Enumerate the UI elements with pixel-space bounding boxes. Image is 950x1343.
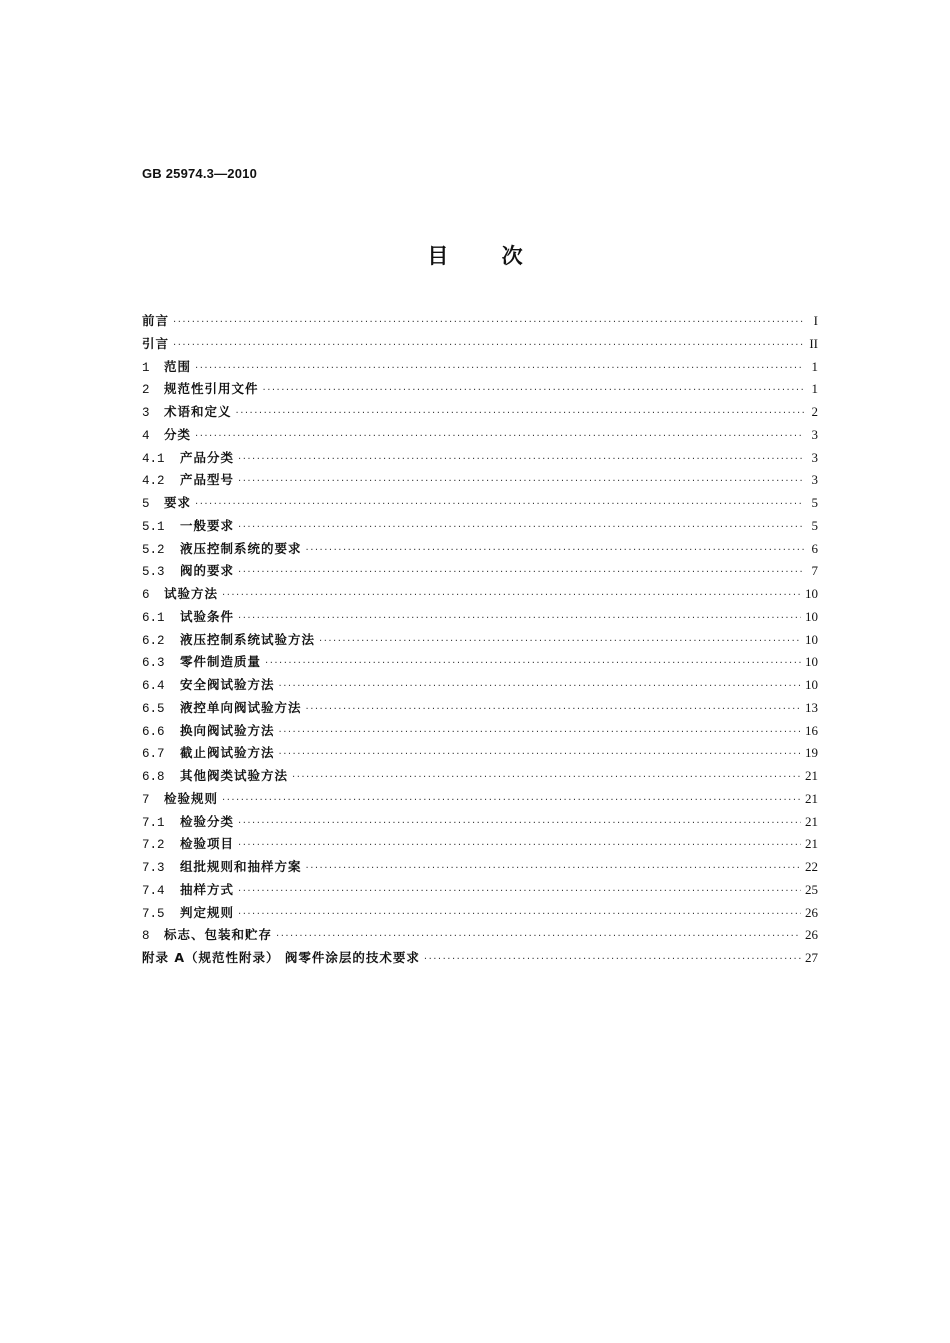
toc-entry-page: 10 [805, 608, 818, 624]
toc-entry-number: 6.1 [142, 610, 165, 625]
toc-entry-page: 13 [805, 699, 818, 715]
toc-entry-page: 27 [805, 950, 818, 965]
toc-entry-page: 3 [811, 472, 818, 488]
toc-entry-page: 10 [805, 677, 818, 692]
toc-dot-leader [424, 949, 801, 972]
toc-dot-leader [222, 790, 801, 813]
toc-dot-leader [306, 858, 801, 881]
toc-entry-page: 3 [811, 426, 818, 442]
toc-entry-title: 组批规则和抽样方案 [180, 859, 302, 874]
toc-entry-page: 1 [811, 381, 818, 397]
toc-entry-title: 分类 [164, 426, 192, 442]
toc-entry-title: 标志、包装和贮存 [164, 927, 273, 943]
toc-entry-number: 4.2 [142, 474, 165, 489]
toc-entry-number: 6.6 [142, 724, 165, 739]
toc-dot-leader [173, 312, 804, 335]
toc-entry[interactable] [142, 674, 818, 697]
toc-entry-title: 其他阀类试验方法 [180, 768, 289, 783]
toc-entry-title: 液控单向阀试验方法 [180, 699, 302, 715]
toc-entry[interactable] [142, 356, 818, 379]
toc-entry-number: 6 [142, 588, 150, 602]
toc-entry-title: 判定规则 [180, 904, 235, 920]
toc-entry-title: 范围 [164, 358, 192, 374]
toc-entry-title: 零件制造质量 [180, 654, 262, 670]
toc-entry-title: 试验方法 [164, 586, 219, 601]
toc-entry-page: I [813, 313, 818, 328]
toc-dot-leader [173, 335, 804, 358]
toc-entry-title: 检验规则 [164, 790, 219, 806]
toc-dot-leader [306, 540, 804, 563]
toc-entry[interactable] [142, 833, 818, 856]
toc-entry-number: 4.1 [142, 451, 165, 466]
toc-entry-number: 4 [142, 428, 150, 443]
toc-entry-number: 6.5 [142, 701, 165, 716]
toc-entry-page: 6 [811, 540, 818, 556]
toc-entry-title: 引言 [142, 335, 170, 351]
toc-entry-title: 检验分类 [180, 813, 235, 829]
toc-entry-number: 7.4 [142, 883, 165, 898]
toc-dot-leader [236, 403, 804, 426]
toc-entry[interactable] [142, 856, 818, 879]
toc-dot-leader [292, 767, 801, 790]
toc-entry-page: 21 [805, 836, 818, 852]
toc-entry-number: 5.1 [142, 519, 165, 534]
toc-entry-page: 5 [811, 517, 818, 533]
toc-entry[interactable] [142, 765, 818, 788]
toc-entry-title: 产品分类 [180, 449, 235, 465]
toc-dot-leader [195, 494, 804, 517]
standard-number: GB 25974.3—2010 [142, 166, 258, 181]
toc-entry[interactable] [142, 924, 818, 947]
toc-entry[interactable] [142, 742, 818, 765]
toc-entry-number: 5.2 [142, 542, 165, 557]
toc-entry-page: 3 [811, 449, 818, 465]
toc-dot-leader [263, 380, 804, 403]
toc-entry[interactable] [142, 378, 818, 401]
toc-entry[interactable] [142, 424, 818, 447]
toc-entry-page: 22 [805, 859, 818, 874]
toc-entry[interactable] [142, 651, 818, 674]
toc-entry-number: 7.3 [142, 861, 165, 875]
toc-entry[interactable] [142, 583, 818, 606]
toc-dot-leader [238, 517, 804, 540]
toc-entry[interactable] [142, 902, 818, 925]
toc-entry-title: 规范性引用文件 [164, 381, 259, 397]
toc-entry[interactable] [142, 538, 818, 561]
toc-entry[interactable] [142, 788, 818, 811]
toc-entry-title: 液压控制系统的要求 [180, 540, 302, 556]
toc-entry-number: 6.4 [142, 679, 165, 693]
toc-entry[interactable] [142, 720, 818, 743]
toc-entry-page: 26 [805, 927, 818, 943]
toc-entry[interactable] [142, 492, 818, 515]
toc-entry[interactable] [142, 515, 818, 538]
toc-entry-page: 16 [805, 722, 818, 738]
toc-entry-page: 10 [805, 631, 818, 647]
toc-entry-title: 换向阀试验方法 [180, 722, 275, 738]
toc-entry[interactable] [142, 447, 818, 470]
toc-dot-leader [238, 813, 801, 836]
toc-dot-leader [238, 881, 801, 904]
toc-dot-leader [238, 562, 804, 585]
toc-entry[interactable] [142, 310, 818, 333]
toc-dot-leader [238, 904, 801, 927]
toc-entry-title: 要求 [164, 495, 192, 510]
toc-entry-title: 安全阀试验方法 [180, 677, 275, 692]
toc-entry-page: II [809, 335, 818, 351]
toc-entry-title: 试验条件 [180, 608, 235, 624]
toc-entry-number: 1 [142, 360, 150, 375]
toc-entry[interactable] [142, 947, 818, 970]
toc-entry[interactable] [142, 879, 818, 902]
toc-entry-page: 5 [811, 495, 818, 510]
toc-entry-page: 1 [811, 358, 818, 374]
toc-entry[interactable] [142, 560, 818, 583]
toc-entry-number: 8 [142, 929, 150, 944]
toc-entry-number: 7.2 [142, 838, 165, 853]
toc-entry-page: 19 [805, 745, 818, 761]
toc-entry-title: 检验项目 [180, 836, 235, 852]
toc-dot-leader [195, 426, 804, 449]
toc-entry-title: 产品型号 [180, 472, 235, 488]
toc-entry-page: 10 [805, 654, 818, 670]
toc-dot-leader [195, 358, 804, 381]
toc-entry[interactable] [142, 811, 818, 834]
toc-entry-page: 2 [811, 404, 818, 419]
toc-entry[interactable] [142, 629, 818, 652]
toc-entry-title: 截止阀试验方法 [180, 745, 275, 761]
table-of-contents [142, 310, 818, 970]
toc-entry-number: 6.2 [142, 633, 165, 648]
toc-entry-title: 阀的要求 [180, 563, 235, 579]
toc-entry-page: 7 [811, 563, 818, 579]
toc-entry-page: 21 [805, 768, 818, 783]
toc-dot-leader [238, 449, 804, 472]
toc-entry-title: 术语和定义 [164, 404, 232, 419]
toc-entry-title: 一般要求 [180, 517, 235, 533]
toc-entry-page: 26 [805, 904, 818, 920]
toc-dot-leader [276, 926, 801, 949]
toc-entry-page: 10 [805, 586, 818, 601]
toc-entry-page: 21 [805, 813, 818, 829]
toc-dot-leader [265, 653, 801, 676]
toc-entry-number: 5.3 [142, 565, 165, 580]
toc-entry-number: 2 [142, 383, 150, 398]
toc-entry[interactable] [142, 697, 818, 720]
toc-entry[interactable] [142, 469, 818, 492]
toc-dot-leader [306, 699, 801, 722]
toc-dot-leader [279, 722, 801, 745]
toc-entry-title: 前言 [142, 313, 170, 328]
toc-entry-number: 6.7 [142, 747, 165, 762]
toc-entry-title: 附录 A（规范性附录） 阀零件涂层的技术要求 [142, 950, 420, 965]
toc-entry-number: 7.5 [142, 906, 165, 921]
toc-dot-leader [319, 631, 801, 654]
toc-dot-leader [279, 744, 801, 767]
toc-entry-number: 5 [142, 497, 150, 511]
toc-entry-number: 6.3 [142, 656, 165, 671]
toc-dot-leader [238, 608, 801, 631]
toc-dot-leader [222, 585, 801, 608]
toc-entry-number: 7.1 [142, 815, 165, 830]
toc-title: 目 次 [427, 244, 523, 268]
toc-dot-leader [279, 676, 801, 699]
toc-entry[interactable] [142, 333, 818, 356]
toc-entry-number: 6.8 [142, 770, 165, 784]
toc-entry[interactable] [142, 401, 818, 424]
toc-entry-number: 3 [142, 406, 150, 420]
toc-entry-page: 25 [805, 881, 818, 897]
toc-entry-page: 21 [805, 790, 818, 806]
toc-entry[interactable] [142, 606, 818, 629]
toc-entry-title: 液压控制系统试验方法 [180, 631, 316, 647]
toc-dot-leader [238, 471, 804, 494]
toc-dot-leader [238, 835, 801, 858]
toc-entry-title: 抽样方式 [180, 881, 235, 897]
toc-entry-number: 7 [142, 792, 150, 807]
